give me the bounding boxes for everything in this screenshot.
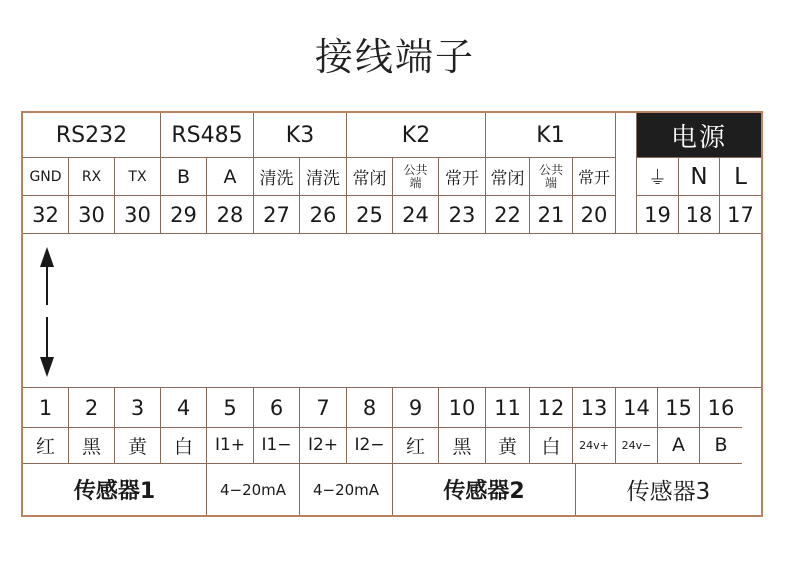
terminal-label: 24v+ [573, 427, 616, 464]
group-k3: K3 [254, 113, 347, 158]
terminal-number: 27 [254, 196, 300, 234]
terminal-label: 清洗 [300, 158, 347, 196]
terminal-number: 24 [393, 196, 439, 234]
terminal-number: 32 [23, 196, 69, 234]
terminal-number: 11 [486, 388, 530, 428]
terminal-number: 21 [530, 196, 573, 234]
terminal-number: 4 [161, 388, 207, 428]
terminal-label: L [720, 158, 761, 196]
terminal-number: 14 [616, 388, 658, 428]
terminal-label: 常闭 [486, 158, 530, 196]
terminal-number: 3 [115, 388, 161, 428]
group-gap [616, 113, 637, 158]
double-arrow-icon [31, 239, 71, 389]
terminal-label: 清洗 [254, 158, 300, 196]
terminal-number: 23 [439, 196, 486, 234]
terminal-label: 常开 [573, 158, 616, 196]
group-sensor-1: 传感器1 [23, 464, 207, 515]
terminal-label: 常闭 [347, 158, 393, 196]
terminal-label: B [161, 158, 207, 196]
terminal-label: I1− [254, 427, 300, 464]
terminal-label: N [679, 158, 720, 196]
terminal-number: 12 [530, 388, 573, 428]
terminal-label: 黄 [115, 427, 161, 464]
bottom-number-row [23, 387, 761, 428]
terminal-number: 29 [161, 196, 207, 234]
terminal-label: RX [69, 158, 115, 196]
terminal-label: 公共 端 [393, 158, 439, 196]
top-number-row [23, 196, 761, 234]
terminal-label: 24v− [616, 427, 658, 464]
bottom-group-row [23, 464, 761, 515]
terminal-label: A [207, 158, 254, 196]
top-group-row [23, 113, 761, 158]
terminal-number: 20 [573, 196, 616, 234]
terminal-label: 公共 端 [530, 158, 573, 196]
terminal-label: I2+ [300, 427, 347, 464]
terminal-number: 16 [700, 388, 742, 428]
terminal-label: 白 [161, 427, 207, 464]
terminal-label: 黑 [69, 427, 115, 464]
group-k1: K1 [486, 113, 616, 158]
terminal-label: I2− [347, 427, 393, 464]
terminal-label: 黑 [439, 427, 486, 464]
terminal-number: 7 [300, 388, 347, 428]
group-rs485: RS485 [161, 113, 254, 158]
terminal-number: 17 [720, 196, 761, 234]
page-title: 接线端子 [314, 35, 475, 79]
terminal-number: 30 [69, 196, 115, 234]
terminal-number: 9 [393, 388, 439, 428]
terminal-label: 黄 [486, 427, 530, 464]
ground-icon: ⏚ [637, 158, 679, 196]
group-rs232: RS232 [23, 113, 161, 158]
terminal-number: 19 [637, 196, 679, 234]
group-sensor-3: 传感器3 [626, 479, 711, 505]
terminal-number: 2 [69, 388, 115, 428]
group-sensor-2: 传感器2 [393, 464, 576, 515]
terminal-number: 6 [254, 388, 300, 428]
terminal-number: 13 [573, 388, 616, 428]
terminal-number: 10 [439, 388, 486, 428]
terminal-number: 15 [658, 388, 700, 428]
terminal-number: 18 [679, 196, 720, 234]
terminal-label: 红 [23, 427, 69, 464]
group-power: 电源 [637, 113, 761, 158]
bottom-label-row [23, 427, 761, 464]
top-label-row [23, 158, 761, 196]
terminal-label: A [658, 427, 700, 464]
terminal-number: 8 [347, 388, 393, 428]
terminal-label: 常开 [439, 158, 486, 196]
group-current-1: 4−20mA [207, 464, 300, 515]
terminal-label: 白 [530, 427, 573, 464]
terminal-label: TX [115, 158, 161, 196]
terminal-number: 1 [23, 388, 69, 428]
terminal-number: 26 [300, 196, 347, 234]
terminal-diagram [21, 111, 763, 517]
terminal-number: 28 [207, 196, 254, 234]
group-current-2: 4−20mA [300, 464, 393, 515]
terminal-gap [616, 158, 637, 196]
terminal-number: 25 [347, 196, 393, 234]
terminal-number: 30 [115, 196, 161, 234]
group-k2: K2 [347, 113, 486, 158]
terminal-label: B [700, 427, 742, 464]
terminal-number: 22 [486, 196, 530, 234]
terminal-number: 5 [207, 388, 254, 428]
terminal-label: 红 [393, 427, 439, 464]
terminal-gap [616, 196, 637, 234]
terminal-label: I1+ [207, 427, 254, 464]
terminal-label: GND [23, 158, 69, 196]
